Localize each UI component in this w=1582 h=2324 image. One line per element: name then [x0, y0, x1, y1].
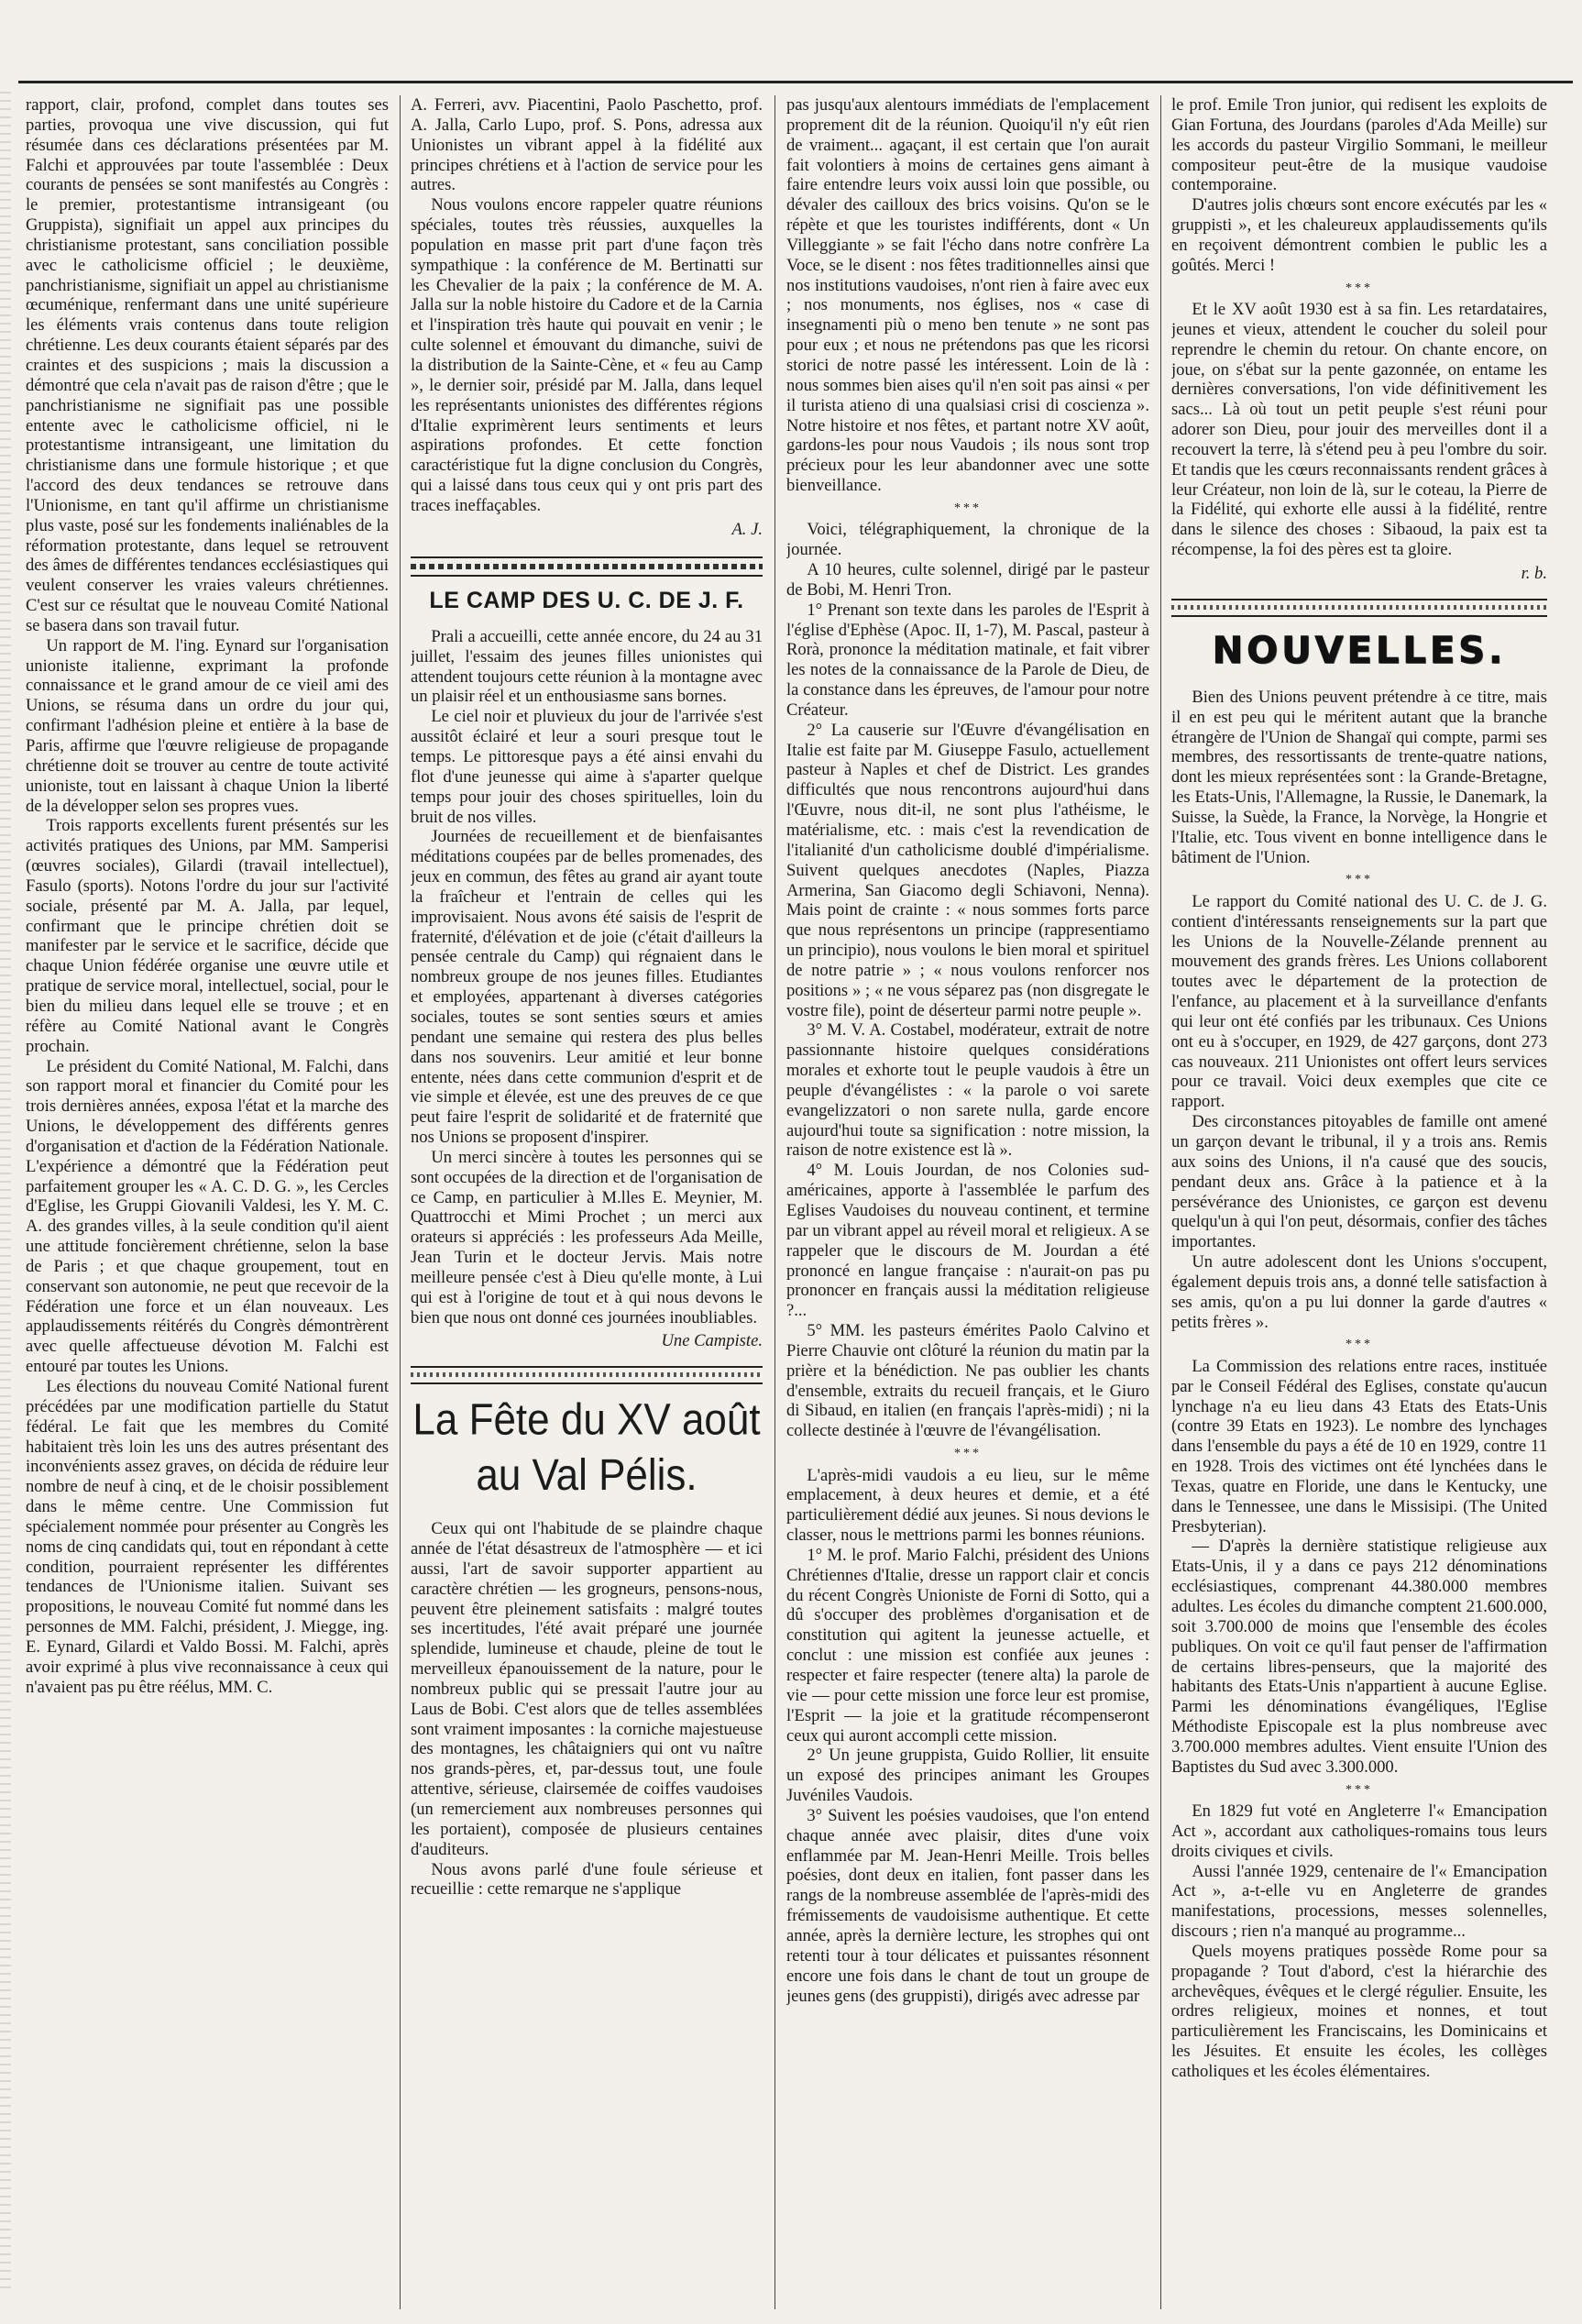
paragraph: Quels moyens pratiques possède Rome pour sa propagande ? Tout d'abord, c'est la hiérarchie des archevêques, évêques et le clergé régulier. Ensuite, les ordres religieux, moines et nonnes, et tout particulièrement les Franciscains, les Dominicains et les Jésuites. Et ensuite les écoles, les collèges catholiques et les écoles élémentaires.: [1171, 1941, 1547, 2081]
section-title-nouvelles: NOUVELLES.: [1212, 629, 1507, 672]
paragraph: A 10 heures, culte solennel, dirigé par le pasteur de Bobi, M. Henri Tron.: [786, 560, 1149, 600]
paragraph: A. Ferreri, avv. Piacentini, Paolo Paschetto, prof. A. Jalla, Carlo Lupo, prof. S. Pons, adressa aux Unionistes un vibrant appel à la fidélité aux principes chrétiens et à l'action de service pour les autres.: [411, 95, 763, 195]
ornamental-rule: [411, 556, 763, 577]
paragraph: Bien des Unions peuvent prétendre à ce titre, mais il en est peu qui le méritent autant que la branche étrangère de l'Union de Shangaï qui compte, parmi ses membres, des ressortissants de trente-quatre nations, dont les mieux représentées sont : la Grande-Bretagne, les Etats-Unis, l'Allemagne, la Russie, le Danemark, la Suisse, la Suède, la France, la Norvège, la Hongrie et l'Italie, etc. Tous vivent en bonne intelligence dans le bâtiment de l'Union.: [1171, 687, 1547, 867]
paragraph: Le ciel noir et pluvieux du jour de l'arrivée s'est aussitôt éclairé et leur a souri presque tout le temps. Le pittoresque pays a été ainsi envahi du flot d'une jeunesse qui aime à s'aparter quelque temps pour jouir des choses spirituelles, loin du bruit de nos villes.: [411, 707, 763, 827]
paragraph: 3° M. V. A. Costabel, modérateur, extrait de notre passionnante histoire quelques considérations morales et exhorte tout le peuple vaudois à être un peuple d'évangélistes : « la parole o voi sarete evangelizzatori o non sarete nulla, garde encore aujourd'hui toute sa signification : notre mission, la raison de notre existence est là ».: [786, 1020, 1149, 1161]
paragraph: Des circonstances pitoyables de famille ont amené un garçon devant le tribunal, il y a trois ans. Remis aux soins des Unions, il n'a causé que des soucis, pendant deux ans. Grâce à la patience et à la persévérance des Unionistes, ce garçon est devenu quelqu'un à qui l'on peut, désormais, confier des tâches importantes.: [1171, 1112, 1547, 1252]
ornamental-rule: [1171, 599, 1547, 617]
column-divider: [1160, 95, 1161, 2309]
paragraph: La Commission des relations entre races, instituée par le Conseil Fédéral des Eglises, constate qu'aucun lynchage n'a eu lieu dans 43 Etats des Etats-Unis (contre 39 Etats en 1923). Le nombre des lynchages dans l'ensemble du pays a été de 10 en 1929, contre 11 en 1928. Trois des victimes ont été lynchées dans le Texas, quatre en Floride, une dans le Kentucky, une dans le Tennessee, une dans le Missisipi. (The United Presbyterian).: [1171, 1356, 1547, 1536]
column-2: [411, 95, 763, 2309]
separator-stars: ***: [1346, 281, 1373, 295]
paragraph: Trois rapports excellents furent présentés sur les activités pratiques des Unions, par MM. Samperisi (œuvres sociales), Gilardi (travail intellectuel), Fasulo (sports). Notons l'ordre du jour sur l'activité sociale, présenté par M. A. Jalla, par lequel, confirmant que le principe chrétien doit se manifester par le service et le sacrifice, décide que chaque Union fédérée organise une œuvre utile et pratique de service moral, intellectuel, social, pour le bien du milieu dans lequel elle se trouve ; et en réfère au Comité National avant le Congrès prochain.: [26, 816, 389, 1056]
paragraph: Un rapport de M. l'ing. Eynard sur l'organisation unioniste italienne, exprimant la profonde connaissance et le grand amour de ce vieil ami des Unions, se résuma dans un ordre du jour qui, confirmant l'adhésion pleine et entière à la base de Paris, affirme que l'œuvre religieuse de propagande chrétienne doit se trouver au centre de toute activité unioniste, tout en laissant à chaque Union la liberté de la développer selon ses propres vues.: [26, 635, 389, 816]
paragraph: Journées de recueillement et de bienfaisantes méditations coupées par de belles promenades, des jeux en commun, des fêtes au grand air ayant toute la fraîcheur et l'entrain de celles qui les improvisaient. Nous avons été saisis de l'esprit de fraternité, d'élévation et de joie (c'était d'ailleurs la pensée centrale du Camp) qui régnaient dans le nombreux groupe de nos jeunes filles. Etudiantes et employées, appartenant à diverses catégories sociales, toutes se sont senties sœurs et amies pendant une semaine qui restera des plus belles dans nos souvenirs. Leur amitié et leur bonne entente, nées dans cette communion d'esprit et de vie simple et élevée, est une des preuves de ce que peut faire l'esprit de solidarité et de fraternité que nos Unions se proposent d'inspirer.: [411, 827, 763, 1148]
paragraph: rapport, clair, profond, complet dans toutes ses parties, provoqua une vive discussion, qui fut résumée dans ces déclarations présentées par M. Falchi et approuvées par toute l'assemblée : Deux courants de pensées se sont manifestés au Congrès : le premier, protestantisme intransigeant (ou Gruppista), signifiait un appel aux principes du christianisme protestant, sans conciliation possible avec le catholicisme officiel ; le deuxième, panchristianisme, signifiait un appel au christianisme œcuménique, renfermant dans une unité supérieure les éléments vrais contenus dans toute religion chrétienne. Les deux courants étaient séparés par des craintes et des suspicions ; mais la discussion a démontré que cela n'avait pas de raison d'être ; que le panchristianisme ne signifiait pas une possible entente avec le catholicisme officiel, ni le protestantisme intransigeant, une limitation du christianisme dans une formule historique ; et que l'accord des deux tendances se retrouve dans l'Unionisme, en tant qu'il affirme un christianisme plus vaste, posé sur les fondements inaliénables de la réformation protestante, dans lequel se retrouvent des âmes de différentes tendances ecclésiastiques qui veulent conserver les vraies valeurs chrétiennes. C'est sur ce résultat que le nouveau Comité National se basera dans son travail futur.: [26, 95, 389, 635]
section-title-fete: La Fête du XV août au Val Pélis.: [412, 1395, 761, 1501]
paragraph: 1° Prenant son texte dans les paroles de l'Esprit à l'église d'Ephèse (Apoc. II, 1-7), M. Pascal, pasteur à Rorà, prononce la méditation matinale, et fait vibrer les notes de la connaissance de la Parole de Dieu, de la constance dans les épreuves, de l'amour pour notre Créateur.: [786, 600, 1149, 720]
paragraph: Aussi l'année 1929, centenaire de l'« Emancipation Act », a-t-elle vu en Angleterre de grandes manifestations, processions, messes solennelles, discours ; rien n'a manqué au programme...: [1171, 1861, 1547, 1942]
paragraph: 1° M. le prof. Mario Falchi, président des Unions Chrétiennes d'Italie, dresse un rapport clair et concis du récent Congrès Unioniste de Forni di Sotto, qui a dû s'occuper des problèmes d'organisation et de constitution qui agitent la jeunesse actuelle, et conclut : une mission est confiée aux jeunes : respecter et faire respecter (tenere alta) la parole de vie — pour cette mission une force leur est promise, l'Esprit — la joie et la gratitude récompenseront ceux qui auront accompli cette mission.: [786, 1545, 1149, 1746]
separator-stars: ***: [954, 1447, 982, 1461]
paragraph: D'autres jolis chœurs sont encore exécutés par les « gruppisti », et les chaleureux applaudissements qu'ils en reçoivent démontrent combien le public les a goûtés. Merci !: [1171, 195, 1547, 275]
signature: Une Campiste.: [661, 1331, 763, 1351]
paragraph: pas jusqu'aux alentours immédiats de l'emplacement proprement dit de la réunion. Quoiqu'il n'y eût rien de vraiment... agaçant, il est certain que l'on aurait fait volontiers à moins de certaines gens aimant à faire entendre leurs voix aussi loin que possible, ou dévaler des cailloux des brics voisins. Qu'on se le répète et que les touristes indifférents, dont « Un Villeggiante » se fait l'écho dans notre confrère La Voce, se le disent : nos fêtes traditionnelles ainsi que nos institutions vaudoises, n'ont rien à faire avec eux ; nos monuments, nos églises, nos « case di insegnamenti più o meno ben tenute » ne sont pas pour eux ; et nous ne prétendons pas que les ricorsi storici de notre passé les intéressent. Loin de là : nous sommes bien aises qu'il n'en soit pas ainsi « per il turista atieno di una qualsiasi crisi di coscienza ». Notre histoire et nos fêtes, et partant notre XV août, gardons-les pour nous Vaudois ; ils nous sont trop précieux pour les leur abandonner avec une sotte bienveillance.: [786, 95, 1149, 496]
paragraph: 4° M. Louis Jourdan, de nos Colonies sud-américaines, apporte à l'assemblée le parfum des Eglises Vaudoises du nouveau continent, et termine par un vibrant appel au réveil moral et religieux. A se rappeler que le discours de M. Jourdan a été prononcé en langue française : n'aurait-on pas pu prononcer en français aussi la méditation religieuse ?...: [786, 1161, 1149, 1321]
paragraph: Un autre adolescent dont les Unions s'occupent, également depuis trois ans, a donné telle satisfaction à ses amis, qu'on a pu lui donner la garde d'autres « petits frères ».: [1171, 1252, 1547, 1332]
separator-stars: ***: [1346, 1338, 1373, 1352]
separator-stars: ***: [954, 501, 982, 515]
paragraph: Prali a accueilli, cette année encore, du 24 au 31 juillet, l'essaim des jeunes filles unionistes qui attendent toujours cette réunion à la montagne avec un plaisir réel et un enthousiasme sans bornes.: [411, 626, 763, 707]
ornamental-rule: [411, 1366, 763, 1384]
paragraph: Le président du Comité National, M. Falchi, dans son rapport moral et financier du Comité pour les trois dernières années, exposa l'état et la marche des Unions, le développement des différents genres d'organisation et d'action de la Fédération Nationale. L'expérience a démontré que la Fédération peut parfaitement grouper les « A. C. D. G. », les Cercles d'Eglise, les Gruppi Giovanili Valdesi, les Y. M. C. A. des grandes villes, à la seule condition qu'il aient une attitude foncièrement chrétienne, selon la base de Paris ; et que chaque groupement, tout en conservant son autonomie, ne peut que recevoir de la Fédération une force et un élan nouveaux. Les applaudissements réitérés du Congrès démontrèrent avec quelle affectueuse dévotion M. Falchi est entouré par toutes les Unions.: [26, 1056, 389, 1377]
signature: A. J.: [731, 519, 763, 539]
header-rule: [18, 81, 1573, 83]
paragraph: L'après-midi vaudois a eu lieu, sur le même emplacement, à deux heures et demie, et a été particulièrement dédié aux jeunes. Si nous devions le classer, nous le mettrions parmi les bonnes réunions.: [786, 1465, 1149, 1546]
column-3: [786, 95, 1149, 2309]
paragraph: Voici, télégraphiquement, la chronique de la journée.: [786, 520, 1149, 560]
paragraph: 3° Suivent les poésies vaudoises, que l'on entend chaque année avec plaisir, dites d'une voix enflammée par M. Jean-Henri Meille. Trois belles poésies, dont deux en italien, font passer dans les rangs de la nombreuse assemblée de l'après-midi des frémissements de vaudoisisme authentique. Et cette année, après la dernière lecture, les strophes qui ont retenti tour à tour délicates et puissantes résonnent encore une fois dans le chant de tout un groupe de jeunes gens (des gruppisti), dirigés avec adresse par: [786, 1805, 1149, 2006]
paragraph: Nous avons parlé d'une foule sérieuse et recueillie : cette remarque ne s'applique: [411, 1859, 763, 1900]
paragraph: le prof. Emile Tron junior, qui redisent les exploits de Gian Fortuna, des Jourdans (paroles d'Ada Meille) sur les accords du pasteur Virgilio Sommani, le meilleur compositeur peut-être de la musique vaudoise contemporaine.: [1171, 95, 1547, 195]
paragraph: Un merci sincère à toutes les personnes qui se sont occupées de la direction et de l'organisation de ce Camp, en particulier à M.lles E. Meynier, M. Quattrocchi et Mimi Prochet ; un merci aux orateurs si appréciés : les professeurs Ada Meille, Jean Turin et le docteur Jervis. Mais notre meilleure pensée c'est à Dieu qu'elle monte, à Lui qui est à l'origine de tout et à qui nous devons le bien que nous ont donné ces journées inoubliables.: [411, 1147, 763, 1327]
paragraph: Le rapport du Comité national des U. C. de J. G. contient d'intéressants renseignements sur la part que les Unions de la Nouvelle-Zélande prennent au mouvement des grands frères. Les Unions collaborent toutes avec le département de la protection de l'enfance, au placement et à la surveillance d'enfants qui leur ont été confiés par les tribunaux. Ces Unions ont eu à s'occuper, en 1929, de 427 garçons, dont 273 cas nouveaux. 211 Unionistes ont offert leurs services pour ce travail. Voici deux exemples que cite ce rapport.: [1171, 891, 1547, 1112]
paragraph: 2° La causerie sur l'Œuvre d'évangélisation en Italie est faite par M. Giuseppe Fasulo, actuellement pasteur à Naples et chef de District. Les grandes difficultés que nous rencontrons aujourd'hui dans l'Œuvre, nous dit-il, ne sont plus l'athéisme, le matérialisme, etc. : mais c'est la revendication de l'italianité d'un catholicisme doublé d'impérialisme. Suivent quelques anecdotes (Naples, Piazza Armerina, San Giacomo degli Schiavoni, Nenna). Mais point de crainte : « nous sommes forts parce que nous représentons un principe (rappresentiamo un principio), nous voulons le bien moral et spirituel de notre patrie » ; « nous voulons renforcer nos positions » ; « ne vous séparez pas (non disgregate le vostre file), point de déserteur parmi notre peuple ».: [786, 720, 1149, 1020]
separator-stars: ***: [1346, 873, 1373, 887]
paragraph: 5° MM. les pasteurs émérites Paolo Calvino et Pierre Chauvie ont clôturé la réunion du matin par la prière et la bénédiction. Ne pas oublier les chants d'ensemble, extraits du recueil français, et le Giuro di Sibaud, en italien (en français l'après-midi) ; ni la collecte destinée à l'œuvre de l'évangélisation.: [786, 1321, 1149, 1441]
column-1: [26, 95, 389, 2309]
section-title-camp: LE CAMP DES U. C. DE J. F.: [429, 587, 744, 613]
paragraph: Et le XV août 1930 est à sa fin. Les retardataires, jeunes et vieux, attendent le coucher du soleil pour reprendre le chemin du retour. On chante encore, on joue, on s'ébat sur la pente gazonnée, on entame les dernières conversations, l'on vide définitivement les sacs... Là où tout un petit peuple s'est réuni pour adorer son Dieu, pour jouir des merveilles dont il a recouvert la terre, là s'étend peu à peu l'ombre du soir. Et tandis que les cœurs reconnaissants rendent grâces à leur Créateur, non loin de là, sur le coteau, la Pierre de la Fidélité, qui exhorte elle aussi à la fidélité, rentre dans le silence des choses : Sibaoud, la paix est ta récompense, la foi des pères est ta gloire.: [1171, 300, 1547, 560]
scan-margin: [0, 92, 11, 2292]
paragraph: Ceux qui ont l'habitude de se plaindre chaque année de l'état désastreux de l'atmosphère — et ici aussi, l'art de savoir supporter appartient au caractère chrétien — les grogneurs, pensons-nous, peuvent être pleinement satisfaits : malgré toutes ses incertitudes, l'été avait préparé une journée splendide, lumineuse et chaude, pleine de tout le merveilleux épanouissement de la nature, pour le nombreux public qui se pressait l'autre jour au Laus de Bobi. C'est alors que de telles assemblées sont vraiment imposantes : la corniche majestueuse des montagnes, les châtaigniers qui ont vu naître nos grands-pères, et, par-dessus tout, une foule attentive, sérieuse, clairsemée de coiffes vaudoises (un remerciement aux nombreuses personnes qui les portaient), composée de plusieurs centaines d'auditeurs.: [411, 1519, 763, 1859]
column-4: [1171, 95, 1547, 2309]
paragraph: Les élections du nouveau Comité National furent précédées par une modification partielle du Statut fédéral. Le fait que les membres du Comité habitaient très loin les uns des autres présentant des inconvénients assez graves, on décida de réduire leur nombre de neuf à cinq, et de le choisir possiblement dans le même centre. Une Commission fut spécialement nommée pour présenter au Congrès les noms de cinq candidats qui, tout en répondant à cette condition, pourraient représenter les différentes tendances de l'Unionisme italien. Suivant ses propositions, le nouveau Comité fut nommé dans les personnes de MM. Falchi, président, J. Miegge, ing. E. Eynard, Gilardi et Valdo Bossi. M. Falchi, après avoir exprimé à plus vive reconnaissance à ceux qui n'avaient pas pu être réélus, MM. C.: [26, 1377, 389, 1697]
paragraph: En 1829 fut voté en Angleterre l'« Emancipation Act », accordant aux catholiques-romains tous leurs droits civiques et civils.: [1171, 1801, 1547, 1861]
paragraph: — D'après la dernière statistique religieuse aux Etats-Unis, il y a dans ce pays 212 dénominations ecclésiastiques, comprenant 44.380.000 membres adultes. Les écoles du dimanche comptent 21.600.000, soit 3.700.000 de moins que l'ensemble des écoles publiques. On voit ce qu'il faut penser de l'affirmation de certains libres-penseurs, que la majorité des habitants des Etats-Unis n'appartient à aucune Eglise. Parmi les dénominations évangéliques, l'Eglise Méthodiste Episcopale est la plus nombreuse avec 3.700.000 membres adultes. Vient ensuite l'Union des Baptistes du Sud avec 3.300.000.: [1171, 1536, 1547, 1777]
separator-stars: ***: [1346, 1782, 1373, 1797]
signature: r. b.: [1521, 564, 1547, 583]
paragraph: Nous voulons encore rappeler quatre réunions spéciales, toutes très réussies, auxquelles la population en masse prit part d'une façon très sympathique : la conférence de M. Bertinatti sur les Chevalier de la paix ; la conférence de M. A. Jalla sur la noble histoire du Cadore et de la Carnia et l'inspiration très haute qui pouvait en venir ; le culte solennel et émouvant du dimanche, suivi de la distribution de la Sainte-Cène, et « feu au Camp », le dernier soir, présidé par M. Jalla, dans lequel les représentants unionistes des différentes régions d'Italie exprimèrent leurs sentiments et leurs aspirations profondes. Et cette fonction caractéristique fut la digne conclusion du Congrès, qui a laissé dans tous ceux qui y ont pris part des traces ineffaçables.: [411, 195, 763, 515]
paragraph: 2° Un jeune gruppista, Guido Rollier, lit ensuite un exposé des principes animant les Groupes Juvéniles Vaudois.: [786, 1746, 1149, 1806]
column-divider: [400, 95, 401, 2309]
